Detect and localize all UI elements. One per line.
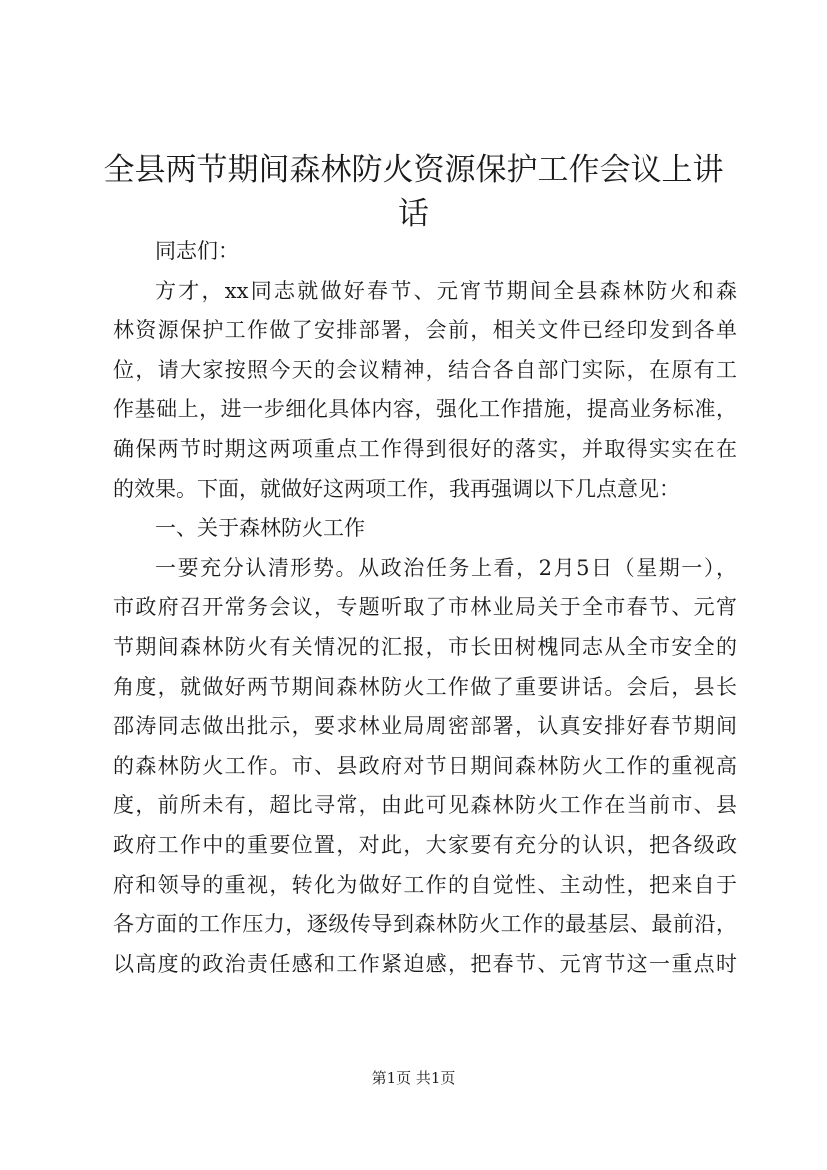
text-line: 角度，就做好两节期间森林防火工作做了重要讲话。会后，县长 xyxy=(113,674,737,699)
document-title xyxy=(100,148,727,236)
text-line: 以高度的政治责任感和工作紧迫感，把春节、元宵节这一重点时 xyxy=(113,951,737,976)
text-line: 邵涛同志做出批示，要求林业局周密部署，认真安排好春节期间 xyxy=(113,714,737,739)
page-number-footer: 第1页 共1页 xyxy=(371,1069,456,1087)
text-line: 林资源保护工作做了安排部署，会前，相关文件已经印发到各单 xyxy=(113,318,737,343)
text-line: 确保两节时期这两项重点工作得到很好的落实，并取得实实在在 xyxy=(113,436,737,461)
text-line: 的森林防火工作。市、县政府对节日期间森林防火工作的重视高 xyxy=(113,753,737,778)
text-line: 度，前所未有，超比寻常，由此可见森林防火工作在当前市、县 xyxy=(113,793,737,818)
text-line: 节期间森林防火有关情况的汇报，市长田树槐同志从全市安全的 xyxy=(113,634,737,659)
salutation: 同志们： xyxy=(155,239,239,263)
text-line: 府和领导的重视，转化为做好工作的自觉性、主动性，把来自于 xyxy=(113,872,737,897)
text-line: 市政府召开常务会议，专题听取了市林业局关于全市春节、元宵 xyxy=(113,595,737,620)
title-line-1: 全县两节期间森林防火资源保护工作会议上讲 xyxy=(103,152,724,188)
text-line: 作基础上，进一步细化具体内容，强化工作措施，提高业务标准， xyxy=(113,397,737,422)
document-body xyxy=(113,232,737,984)
text-line: 一要充分认清形势。从政治任务上看，2月5日（星期一）， xyxy=(155,555,737,580)
text-line: 的效果。下面，就做好这两项工作，我再强调以下几点意见： xyxy=(113,476,680,501)
text-line: 方才，xx同志就做好春节、元宵节期间全县森林防火和森 xyxy=(155,278,737,303)
section-heading: 一、关于森林防火工作 xyxy=(155,516,365,541)
text-line: 位，请大家按照今天的会议精神，结合各自部门实际，在原有工 xyxy=(113,357,737,382)
text-line: 各方面的工作压力，逐级传导到森林防火工作的最基层、最前沿， xyxy=(113,912,737,937)
title-line-2: 话 xyxy=(398,196,429,232)
text-line: 政府工作中的重要位置，对此，大家要有充分的认识，把各级政 xyxy=(113,832,737,857)
